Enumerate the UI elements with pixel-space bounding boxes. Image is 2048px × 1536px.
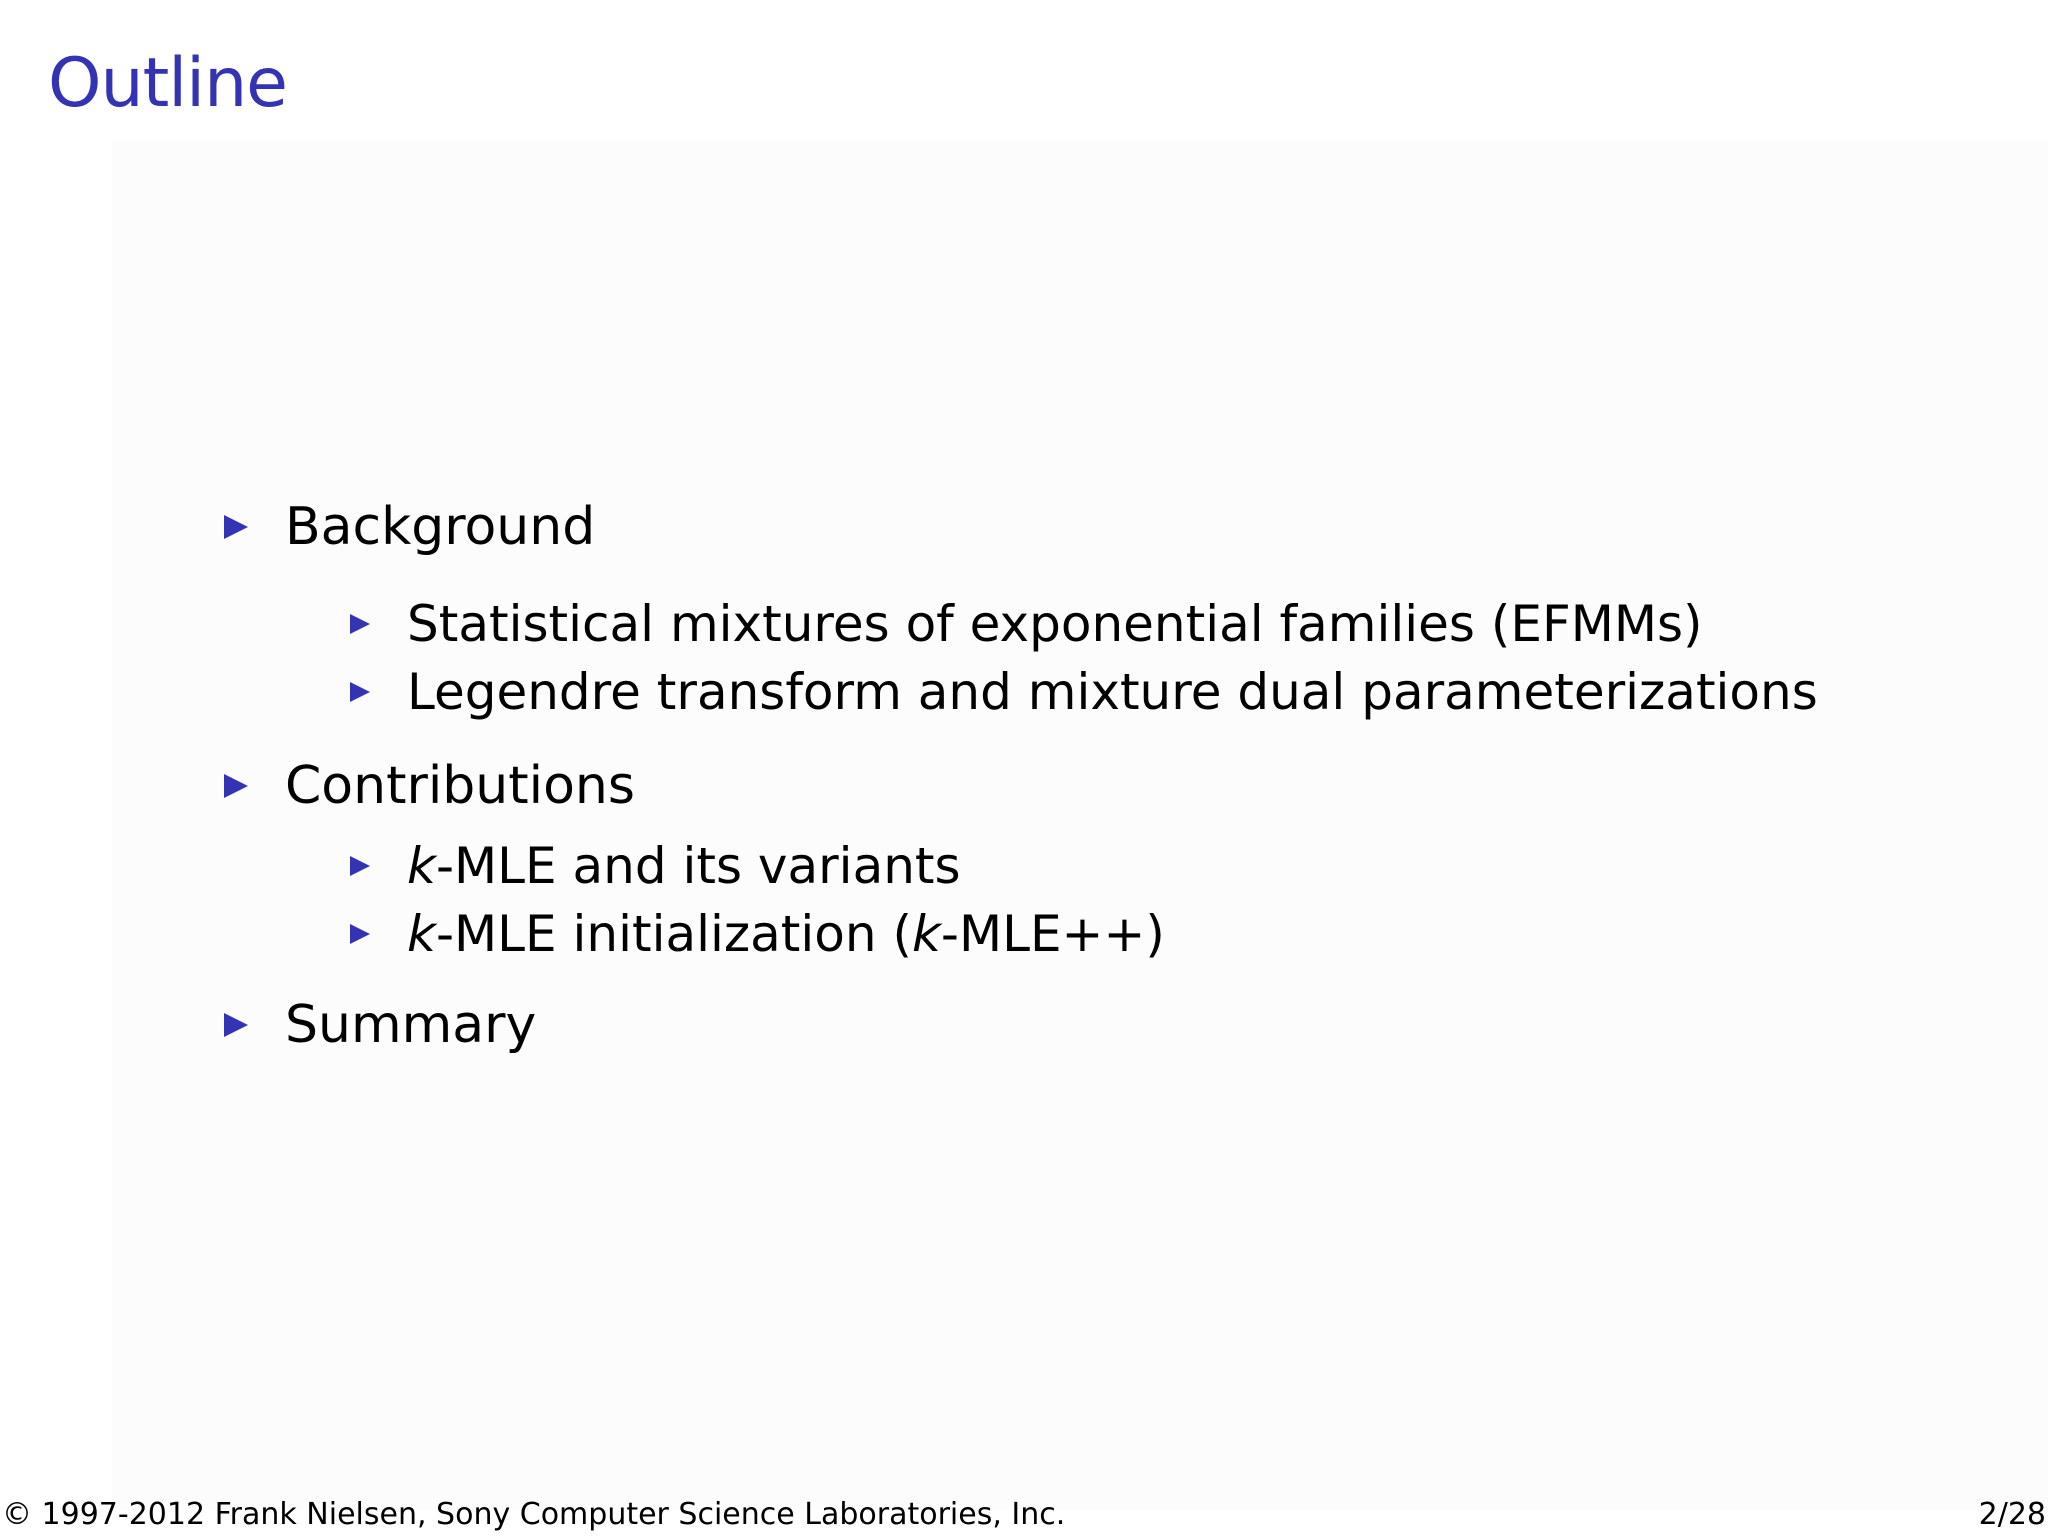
triangle-bullet-icon: [350, 682, 370, 702]
outline-subitem-label: Statistical mixtures of exponential families (EFMMs): [407, 595, 1703, 653]
triangle-bullet-icon: [224, 774, 248, 798]
outline-subitem-label: [407, 905, 1165, 963]
outline-subitem-label: [407, 837, 961, 895]
outline-item-label: Contributions: [285, 756, 635, 816]
outline-subitem-text: -MLE++): [940, 905, 1165, 963]
math-variable-k: k: [407, 905, 436, 963]
triangle-bullet-icon: [350, 614, 370, 634]
triangle-bullet-icon: [224, 1013, 248, 1037]
outline-item-label: Background: [285, 497, 596, 557]
triangle-bullet-icon: [224, 515, 248, 539]
outline-subitem-label: Legendre transform and mixture dual parameterizations: [407, 663, 1818, 721]
triangle-bullet-icon: [350, 856, 370, 876]
slide-title: Outline: [48, 44, 288, 123]
math-variable-k: k: [911, 905, 941, 963]
math-variable-k: k: [407, 837, 436, 895]
triangle-bullet-icon: [350, 924, 370, 944]
outline-list: [220, 0, 1980, 1100]
outline-subitem-text: -MLE and its variants: [435, 837, 961, 895]
outline-item-label: Summary: [285, 995, 537, 1055]
outline-subitem-text: -MLE initialization (: [435, 905, 912, 963]
footer-copyright: © 1997-2012 Frank Nielsen, Sony Computer Science Laboratories, Inc.: [2, 1497, 1066, 1532]
page-number: 2/28: [1978, 1497, 2046, 1532]
